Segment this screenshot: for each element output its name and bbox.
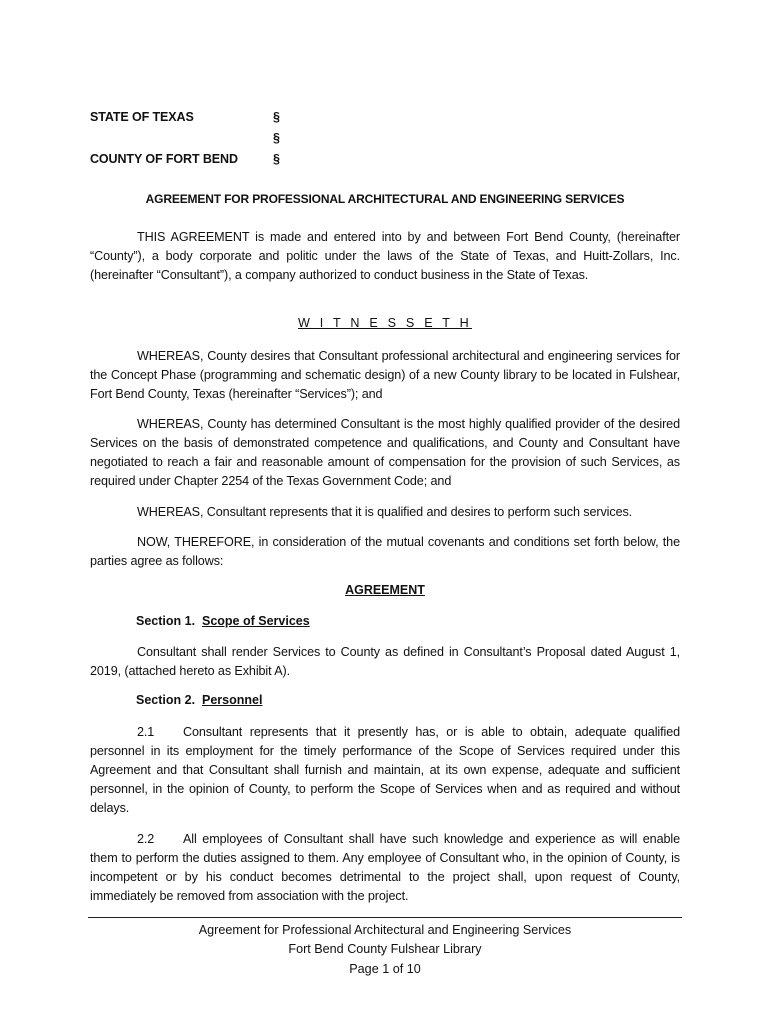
footer-line-1: Agreement for Professional Architectural and Engineering Services	[198, 923, 572, 937]
section-2-1-body: Consultant represents that it presently has, or is able to obtain, adequate qualified personnel in its employment for the timely performance of the Scope of Services required under this Agreement and that Consultant shall furnish and maintain, at its own expense, adequate and sufficient personnel, in the opinion of County, to perform the Scope of Services when and as required and without delays.	[90, 725, 680, 815]
section-2-1-paragraph	[90, 723, 680, 818]
section-2-2-number: 2.2	[137, 832, 155, 846]
whereas-paragraph-1: WHEREAS, County desires that Consultant professional architectural and engineering services for the Concept Phase (programming and schematic design) of a new County library to be located in Fulshear, Fort Bend County, Texas (hereinafter “Services”); and	[90, 349, 680, 401]
section-2-2-paragraph	[90, 830, 680, 906]
section-mark-1: §	[273, 110, 280, 124]
state-caption: STATE OF TEXAS	[90, 110, 194, 124]
whereas-paragraph-3: WHEREAS, Consultant represents that it is qualified and desires to perform such services.	[137, 505, 633, 519]
agreement-heading-text: AGREEMENT	[345, 583, 425, 597]
footer-divider	[88, 917, 682, 918]
intro-paragraph: THIS AGREEMENT is made and entered into by and between Fort Bend County, (hereinafter “County”), a body corporate and politic under the laws of the State of Texas, and Huitt-Zollars, Inc. (hereinafter “Consultant”), a company authorized to conduct business in the State of Texas.	[90, 230, 680, 282]
section-1-body: Consultant shall render Services to County as defined in Consultant’s Proposal dated August 1, 2019, (attached hereto as Exhibit A).	[90, 645, 680, 678]
agreement-heading	[0, 583, 770, 597]
footer-line-2: Fort Bend County Fulshear Library	[288, 942, 482, 956]
county-caption: COUNTY OF FORT BEND	[90, 152, 238, 166]
section-2-label: Section 2.	[136, 693, 196, 707]
section-2-1-number: 2.1	[137, 725, 155, 739]
now-therefore-paragraph: NOW, THEREFORE, in consideration of the mutual covenants and conditions set forth below, the parties agree as follows:	[90, 535, 680, 568]
witnesseth-text: W I T N E S S E T H	[298, 316, 472, 330]
section-1-label: Section 1.	[136, 614, 196, 628]
section-2-heading	[136, 693, 262, 707]
section-mark-3: §	[273, 152, 280, 166]
whereas-paragraph-2: WHEREAS, County has determined Consultant is the most highly qualified provider of the desired Services on the basis of demonstrated competence and qualifications, and County and Consultant have negotiated to reach a fair and reasonable amount of compensation for the provision of such Services, as required under Chapter 2254 of the Texas Government Code; and	[90, 417, 680, 488]
section-mark-2: §	[273, 131, 280, 145]
section-1-heading	[136, 614, 310, 628]
page-number: Page 1 of 10	[349, 962, 421, 976]
document-title: AGREEMENT FOR PROFESSIONAL ARCHITECTURAL AND ENGINEERING SERVICES	[145, 192, 625, 206]
section-1-title: Scope of Services	[202, 614, 310, 628]
witnesseth-heading	[0, 316, 770, 330]
section-2-2-body: All employees of Consultant shall have such knowledge and experience as will enable them to perform the duties assigned to them. Any employee of Consultant who, in the opinion of County, is incompetent or by his conduct becomes detrimental to the project shall, upon request of County, immediately be removed from association with the project.	[90, 832, 680, 903]
section-2-title: Personnel	[202, 693, 263, 707]
